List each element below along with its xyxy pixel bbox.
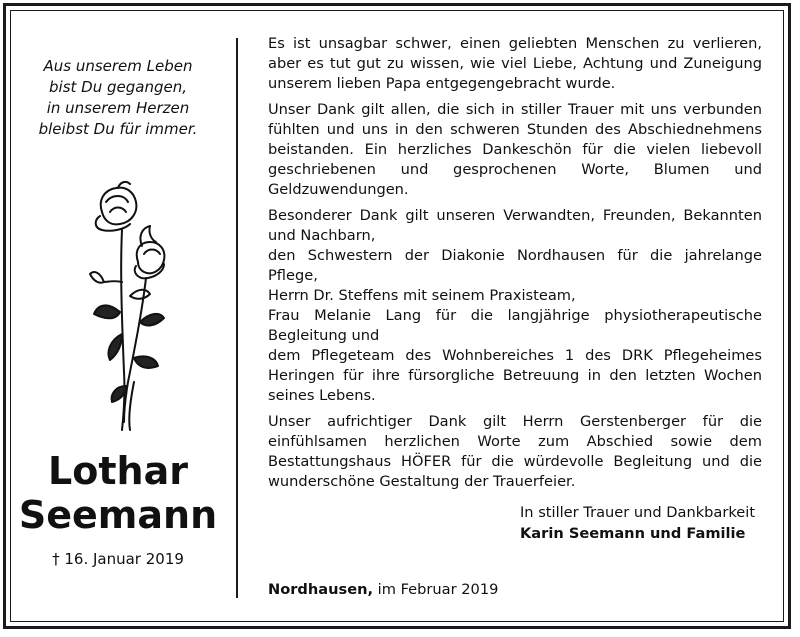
paragraph: Unser Dank gilt allen, die sich in stiller Trauer mit uns verbunden fühlten und uns in den schweren Stunden des Abschiednehmens beistanden. Ein herzliches Dankeschön für die vielen liebevoll geschriebenen und gesprochenen Worte, Blumen und Geldzuwendungen. [268,101,762,198]
paragraph: dem Pflegeteam des Wohnbereiches 1 des DRK Pflegeheimes Heringen für ihre fürsorgliche Betreuung in den letzten Wochen seines Lebens. [268,347,762,404]
column-divider [236,38,238,598]
death-date [0,550,236,568]
closing-line: In stiller Trauer und Dankbarkeit [520,504,756,521]
paragraph: Es ist unsagbar schwer, einen geliebten Menschen zu verlieren, aber es tut gut zu wissen, wie viel Liebe, Achtung und Zuneigung unserem lieben Papa entgegengebracht wurde. [268,35,762,92]
place-date [268,581,498,598]
paragraph: Besonderer Dank gilt unseren Verwandten, Freunden, Bekannten und Nachbarn, [268,207,762,244]
place-date-text: im Februar 2019 [377,581,499,598]
paragraph: Unser aufrichtiger Dank gilt Herrn Gerstenberger für die einfühlsamen herzlichen Worte zum Abschied sowie dem Bestattungshaus HÖFER für die würdevolle Begleitung und die wunderschöne Gestaltung der Trauerfeier. [268,413,762,490]
thanks-text [268,34,762,498]
motto-line: bist Du gegangen, [49,78,187,96]
motto-line: Aus unserem Leben [43,57,193,75]
deceased-name [0,449,236,537]
motto-line: in unserem Herzen [46,99,190,117]
cross-icon: † [52,550,60,568]
first-name: Lothar [48,449,188,493]
motto-line: bleibst Du für immer. [38,120,198,138]
paragraph: Frau Melanie Lang für die langjährige physiotherapeutische Begleitung und [268,307,762,344]
family-signature: Karin Seemann und Familie [520,525,746,542]
place-city: Nordhausen, [268,581,374,598]
paragraph: den Schwestern der Diakonie Nordhausen für die jahrelange Pflege, [268,247,762,284]
rose-icon [64,172,184,432]
last-name: Seemann [18,493,218,537]
closing-signature [520,502,755,544]
motto-verse [0,56,236,140]
left-column [0,0,236,637]
paragraph: Herrn Dr. Steffens mit seinem Praxisteam, [268,287,576,304]
death-date-text: 16. Januar 2019 [64,550,184,568]
